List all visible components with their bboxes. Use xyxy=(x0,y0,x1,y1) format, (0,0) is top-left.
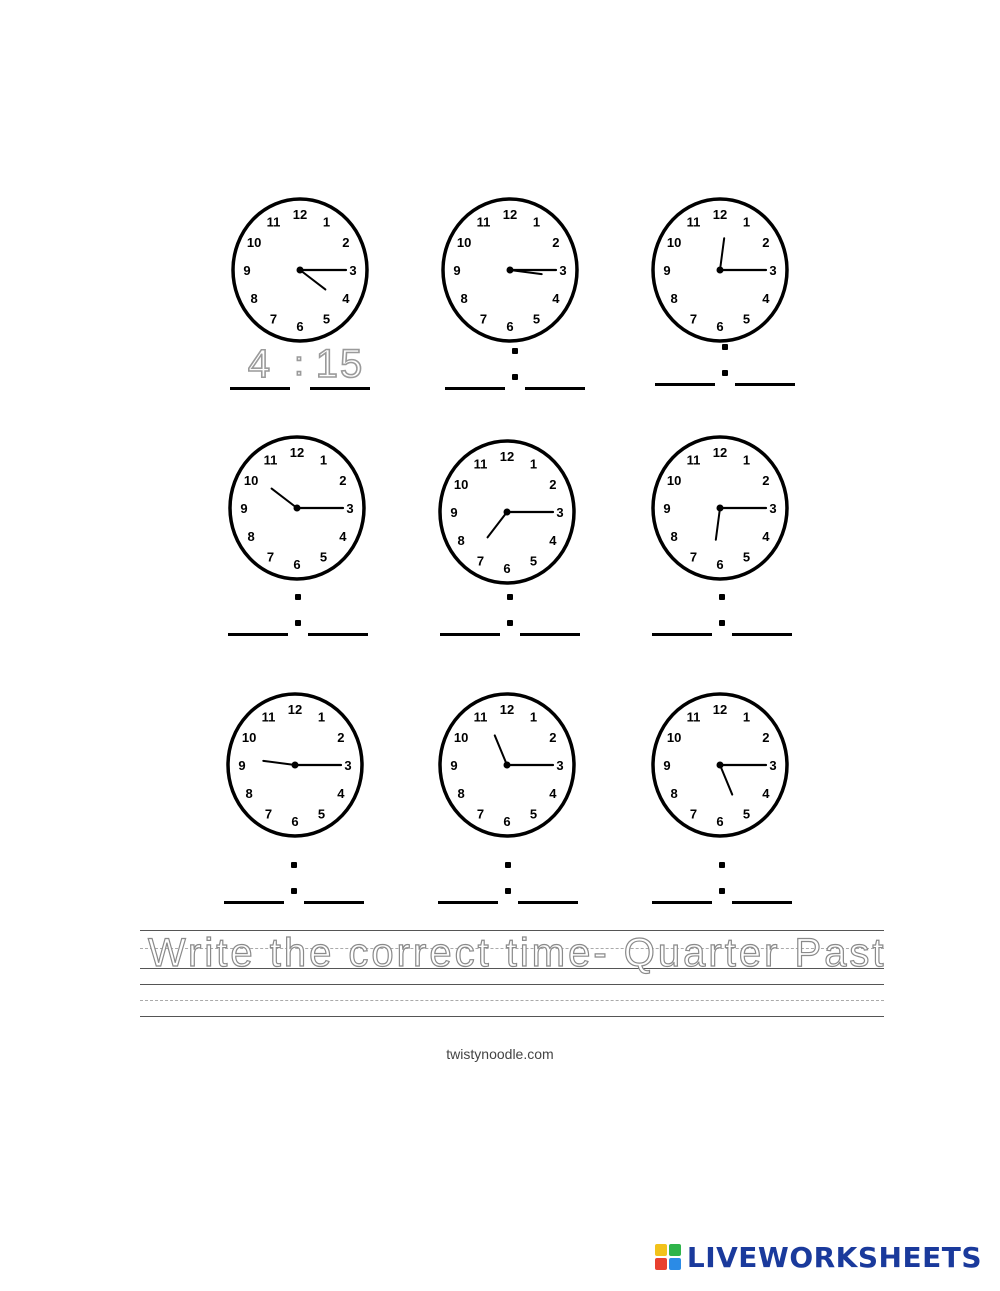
clock-number-4: 4 xyxy=(549,533,557,548)
clock-number-10: 10 xyxy=(666,473,682,488)
clock-number-9: 9 xyxy=(238,758,246,773)
clock-number-9: 9 xyxy=(663,263,671,278)
clock-number-1: 1 xyxy=(529,709,538,725)
clock-number-4: 4 xyxy=(552,291,560,306)
clock-number-7: 7 xyxy=(476,553,485,569)
hour-blank-line[interactable] xyxy=(652,633,712,636)
clock-number-4: 4 xyxy=(762,786,770,801)
clock-number-6: 6 xyxy=(291,814,299,829)
clock-number-4: 4 xyxy=(762,529,770,544)
clock-number-5: 5 xyxy=(319,549,328,565)
clock-center-pin xyxy=(297,267,304,274)
clock-svg xyxy=(645,685,795,845)
clock-number-11: 11 xyxy=(473,709,488,725)
clock-number-1: 1 xyxy=(322,214,331,230)
clock-number-6: 6 xyxy=(506,319,514,334)
clock-center-pin xyxy=(717,505,724,512)
clock-number-2: 2 xyxy=(549,730,557,745)
clock-center-pin xyxy=(507,267,514,274)
clock-number-8: 8 xyxy=(460,291,468,306)
brand-watermark xyxy=(655,1241,982,1273)
clock-number-11: 11 xyxy=(476,214,491,230)
time-answer-example xyxy=(230,344,370,390)
clock-number-3: 3 xyxy=(769,501,777,516)
clock-svg xyxy=(220,685,370,845)
top-line[interactable] xyxy=(140,984,884,985)
clock-number-3: 3 xyxy=(559,263,567,278)
hour-blank-line[interactable] xyxy=(224,901,284,904)
clock-number-1: 1 xyxy=(529,456,538,472)
clock-number-12: 12 xyxy=(287,702,303,717)
clock-center-pin xyxy=(504,762,511,769)
clock-number-11: 11 xyxy=(266,214,281,230)
clock-number-10: 10 xyxy=(453,477,469,492)
time-answer-blank[interactable] xyxy=(652,590,792,636)
clock-number-1: 1 xyxy=(742,709,751,725)
mid-dotted-line xyxy=(140,1000,884,1001)
logo-square xyxy=(669,1244,681,1256)
clock-number-1: 1 xyxy=(742,452,751,468)
clock-number-4: 4 xyxy=(339,529,347,544)
traced-separator: : xyxy=(294,345,306,383)
hour-blank-line xyxy=(230,387,290,390)
clock-number-11: 11 xyxy=(261,709,276,725)
clock-center-pin xyxy=(294,505,301,512)
clock-face xyxy=(435,190,585,350)
minute-blank-line[interactable] xyxy=(308,633,368,636)
clock-number-12: 12 xyxy=(502,207,518,222)
time-answer-blank[interactable] xyxy=(652,858,792,904)
clock-number-12: 12 xyxy=(292,207,308,222)
time-answer-blank[interactable] xyxy=(438,858,578,904)
clock-number-5: 5 xyxy=(742,311,751,327)
clock-svg xyxy=(645,190,795,350)
clock-number-10: 10 xyxy=(666,235,682,250)
clock-number-10: 10 xyxy=(453,730,469,745)
clock-face xyxy=(220,685,370,845)
clock-number-12: 12 xyxy=(499,449,515,464)
minute-blank-line[interactable] xyxy=(518,901,578,904)
clock-number-3: 3 xyxy=(344,758,352,773)
traced-minutes: 15 xyxy=(315,342,365,386)
clock-svg xyxy=(432,432,582,592)
clock-number-6: 6 xyxy=(296,319,304,334)
clock-number-12: 12 xyxy=(712,207,728,222)
logo-square xyxy=(669,1258,681,1270)
clock-number-4: 4 xyxy=(342,291,350,306)
clock-face xyxy=(645,685,795,845)
clock-center-pin xyxy=(717,762,724,769)
clock-center-pin xyxy=(504,509,511,516)
clock-number-10: 10 xyxy=(246,235,262,250)
clock-number-11: 11 xyxy=(263,452,278,468)
clock-number-5: 5 xyxy=(742,806,751,822)
time-answer-blank[interactable] xyxy=(440,590,580,636)
clock-number-3: 3 xyxy=(346,501,354,516)
clock-svg xyxy=(645,428,795,588)
clock-number-2: 2 xyxy=(762,473,770,488)
clock-svg xyxy=(435,190,585,350)
colon xyxy=(716,862,728,902)
clock-number-4: 4 xyxy=(549,786,557,801)
clock-svg xyxy=(225,190,375,350)
clock-number-8: 8 xyxy=(247,529,255,544)
minute-blank-line[interactable] xyxy=(520,633,580,636)
handwriting-practice-lines xyxy=(140,930,887,1020)
clock-number-5: 5 xyxy=(529,553,538,569)
brand-name: LIVEWORKSHEETS xyxy=(686,1240,982,1274)
clock-number-9: 9 xyxy=(663,758,671,773)
clock-number-1: 1 xyxy=(317,709,326,725)
clock-number-11: 11 xyxy=(686,452,701,468)
clock-number-9: 9 xyxy=(450,758,458,773)
clock-number-8: 8 xyxy=(670,786,678,801)
clock-svg xyxy=(432,685,582,845)
clock-number-2: 2 xyxy=(342,235,350,250)
clock-number-6: 6 xyxy=(503,814,511,829)
clock-number-2: 2 xyxy=(762,235,770,250)
clock-number-7: 7 xyxy=(266,549,275,565)
clock-number-3: 3 xyxy=(349,263,357,278)
clock-number-9: 9 xyxy=(243,263,251,278)
minute-blank-line[interactable] xyxy=(304,901,364,904)
clock-face xyxy=(645,190,795,350)
clock-number-7: 7 xyxy=(269,311,278,327)
clock-number-2: 2 xyxy=(549,477,557,492)
clock-number-12: 12 xyxy=(289,445,305,460)
clock-number-10: 10 xyxy=(666,730,682,745)
minute-blank-line[interactable] xyxy=(732,901,792,904)
minute-blank-line[interactable] xyxy=(735,383,795,386)
colon xyxy=(716,594,728,634)
minute-blank-line[interactable] xyxy=(732,633,792,636)
colon xyxy=(509,348,521,388)
clock-number-7: 7 xyxy=(689,806,698,822)
clock-number-1: 1 xyxy=(319,452,328,468)
hour-blank-line[interactable] xyxy=(445,387,505,390)
traced-hour: 4 xyxy=(247,342,273,386)
colon xyxy=(719,344,731,384)
hour-blank-line[interactable] xyxy=(228,633,288,636)
clock-number-1: 1 xyxy=(742,214,751,230)
colon xyxy=(288,862,300,902)
colon xyxy=(502,862,514,902)
time-answer-blank[interactable] xyxy=(655,340,795,386)
clock-number-8: 8 xyxy=(245,786,253,801)
base-line[interactable] xyxy=(140,1016,884,1017)
liveworksheets-logo-icon xyxy=(655,1244,681,1270)
clock-number-7: 7 xyxy=(689,549,698,565)
clock-number-9: 9 xyxy=(450,505,458,520)
clock-number-8: 8 xyxy=(670,529,678,544)
logo-square xyxy=(655,1244,667,1256)
footer-site-name: twistynoodle.com xyxy=(446,1046,554,1062)
clock-number-6: 6 xyxy=(293,557,301,572)
clock-number-7: 7 xyxy=(689,311,698,327)
clock-number-8: 8 xyxy=(457,533,465,548)
hour-blank-line[interactable] xyxy=(438,901,498,904)
clock-number-10: 10 xyxy=(456,235,472,250)
clock-number-11: 11 xyxy=(473,456,488,472)
hour-blank-line[interactable] xyxy=(652,901,712,904)
clock-number-3: 3 xyxy=(769,263,777,278)
clock-number-9: 9 xyxy=(663,501,671,516)
minute-blank-line[interactable] xyxy=(525,387,585,390)
clock-svg xyxy=(222,428,372,588)
clock-number-5: 5 xyxy=(532,311,541,327)
clock-number-5: 5 xyxy=(742,549,751,565)
clock-number-7: 7 xyxy=(264,806,273,822)
hour-blank-line[interactable] xyxy=(440,633,500,636)
clock-number-12: 12 xyxy=(712,445,728,460)
clock-center-pin xyxy=(292,762,299,769)
logo-square xyxy=(655,1258,667,1270)
clock-number-4: 4 xyxy=(337,786,345,801)
clock-number-10: 10 xyxy=(243,473,259,488)
clock-number-9: 9 xyxy=(240,501,248,516)
clock-number-3: 3 xyxy=(769,758,777,773)
clock-number-2: 2 xyxy=(552,235,560,250)
instruction-traced-text: Write the correct time- Quarter Past xyxy=(148,931,887,975)
clock-number-7: 7 xyxy=(476,806,485,822)
clock-number-11: 11 xyxy=(686,214,701,230)
colon xyxy=(292,594,304,634)
clock-face xyxy=(432,685,582,845)
clock-face xyxy=(222,428,372,588)
clock-number-2: 2 xyxy=(337,730,345,745)
clock-number-7: 7 xyxy=(479,311,488,327)
time-answer-blank[interactable] xyxy=(228,590,368,636)
clock-face xyxy=(645,428,795,588)
clock-number-12: 12 xyxy=(712,702,728,717)
clock-number-2: 2 xyxy=(762,730,770,745)
clock-number-3: 3 xyxy=(556,758,564,773)
clock-number-8: 8 xyxy=(250,291,258,306)
clock-number-4: 4 xyxy=(762,291,770,306)
clock-number-5: 5 xyxy=(529,806,538,822)
time-answer-blank[interactable] xyxy=(224,858,364,904)
clock-center-pin xyxy=(717,267,724,274)
clock-number-5: 5 xyxy=(317,806,326,822)
clock-face xyxy=(432,432,582,592)
clock-number-6: 6 xyxy=(716,319,724,334)
minute-blank-line xyxy=(310,387,370,390)
clock-number-9: 9 xyxy=(453,263,461,278)
clock-number-3: 3 xyxy=(556,505,564,520)
clock-number-6: 6 xyxy=(716,814,724,829)
clock-number-5: 5 xyxy=(322,311,331,327)
clock-number-11: 11 xyxy=(686,709,701,725)
clock-number-2: 2 xyxy=(339,473,347,488)
colon xyxy=(504,594,516,634)
clock-face xyxy=(225,190,375,350)
clock-number-12: 12 xyxy=(499,702,515,717)
time-answer-blank[interactable] xyxy=(445,344,585,390)
clock-number-8: 8 xyxy=(670,291,678,306)
clock-number-10: 10 xyxy=(241,730,257,745)
clock-number-1: 1 xyxy=(532,214,541,230)
clock-number-6: 6 xyxy=(716,557,724,572)
clock-number-8: 8 xyxy=(457,786,465,801)
clock-number-6: 6 xyxy=(503,561,511,576)
hour-blank-line[interactable] xyxy=(655,383,715,386)
